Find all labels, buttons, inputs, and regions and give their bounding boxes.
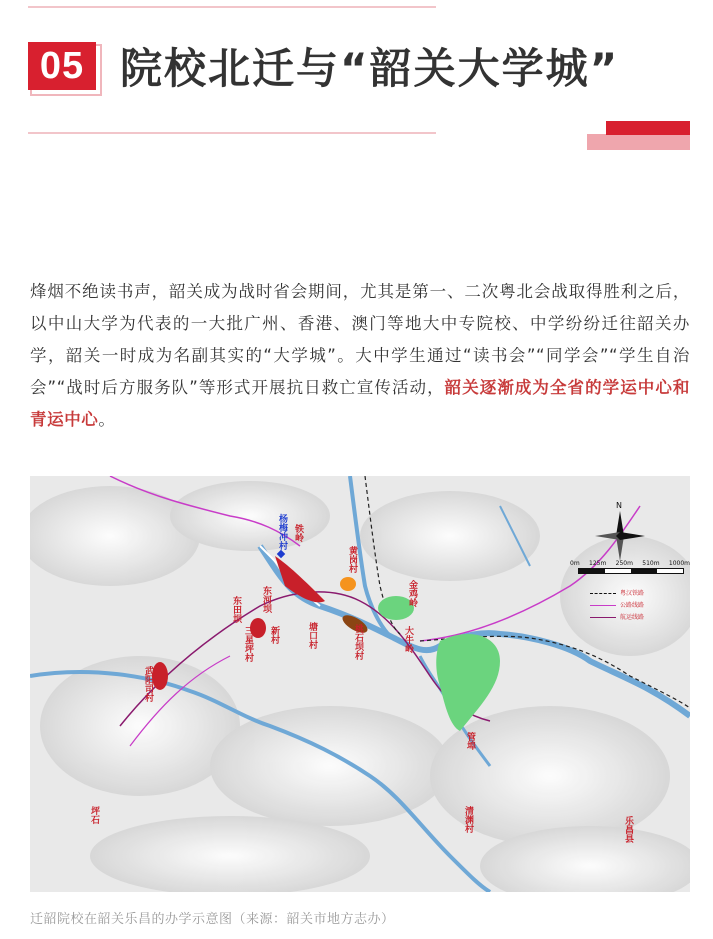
decor-red-bar — [606, 121, 690, 135]
place-label: 东河坝 — [261, 586, 271, 613]
legend-item: 粤汉铁路 — [590, 588, 644, 600]
scale-ticks: 0m 125m 250m 510m 1000m — [570, 560, 690, 567]
svg-text:N: N — [616, 501, 622, 510]
school-relocation-map — [30, 476, 690, 892]
place-label: 乐昌县 — [623, 816, 633, 843]
place-label: 管埠 — [465, 732, 475, 750]
place-label: 铁岭 — [293, 524, 303, 542]
place-label: 新村 — [269, 626, 279, 644]
place-label: 坪石 — [89, 806, 99, 824]
map-canvas — [30, 476, 690, 892]
section-number-badge: 05 — [28, 42, 96, 90]
body-text-end: 。 — [98, 410, 116, 429]
bottom-divider — [28, 132, 436, 134]
place-label: 塘口村 — [307, 622, 317, 649]
body-paragraph — [30, 276, 690, 436]
place-label: 桃石坝村 — [353, 624, 363, 660]
place-label: 黄岗村 — [347, 546, 357, 573]
body-text-highlight: 韶关逐渐成为全省的学运中心和青运中心 — [30, 378, 690, 429]
map-legend — [590, 588, 644, 624]
place-label: 杨梅冲村 — [277, 514, 287, 550]
legend-item: 航运线路 — [590, 612, 644, 624]
top-divider — [28, 6, 436, 8]
legend-item: 公路线路 — [590, 600, 644, 612]
place-label: 大牛岭 — [403, 626, 413, 653]
map-caption: 迁韶院校在韶关乐昌的办学示意图（来源：韶关市地方志办） — [30, 912, 395, 927]
body-text-main: 烽烟不绝读书声，韶关成为战时省会期间，尤其是第一、二次粤北会战取得胜利之后，以中山大学为代表的一大批广州、香港、澳门等地大中专院校、中学纷纷迁往韶关办学，韶关一时成为名副其实的“大学城”。大中学生通过“读书会”“同学会”“学生自治会”“战时后方服务队”等形式开展抗日救亡宣传活动， — [30, 282, 690, 397]
section-title: 院校北迁与“韶关大学城” — [120, 44, 620, 93]
place-label: 武阳司村 — [143, 666, 153, 702]
place-label: 金鸡岭 — [407, 580, 417, 607]
place-label: 东田坝 — [231, 596, 241, 623]
place-label: 三星坪村 — [243, 626, 253, 662]
scale-bar — [578, 568, 684, 574]
place-label: 清渊村 — [463, 806, 473, 833]
decor-pink-bar — [587, 134, 690, 150]
